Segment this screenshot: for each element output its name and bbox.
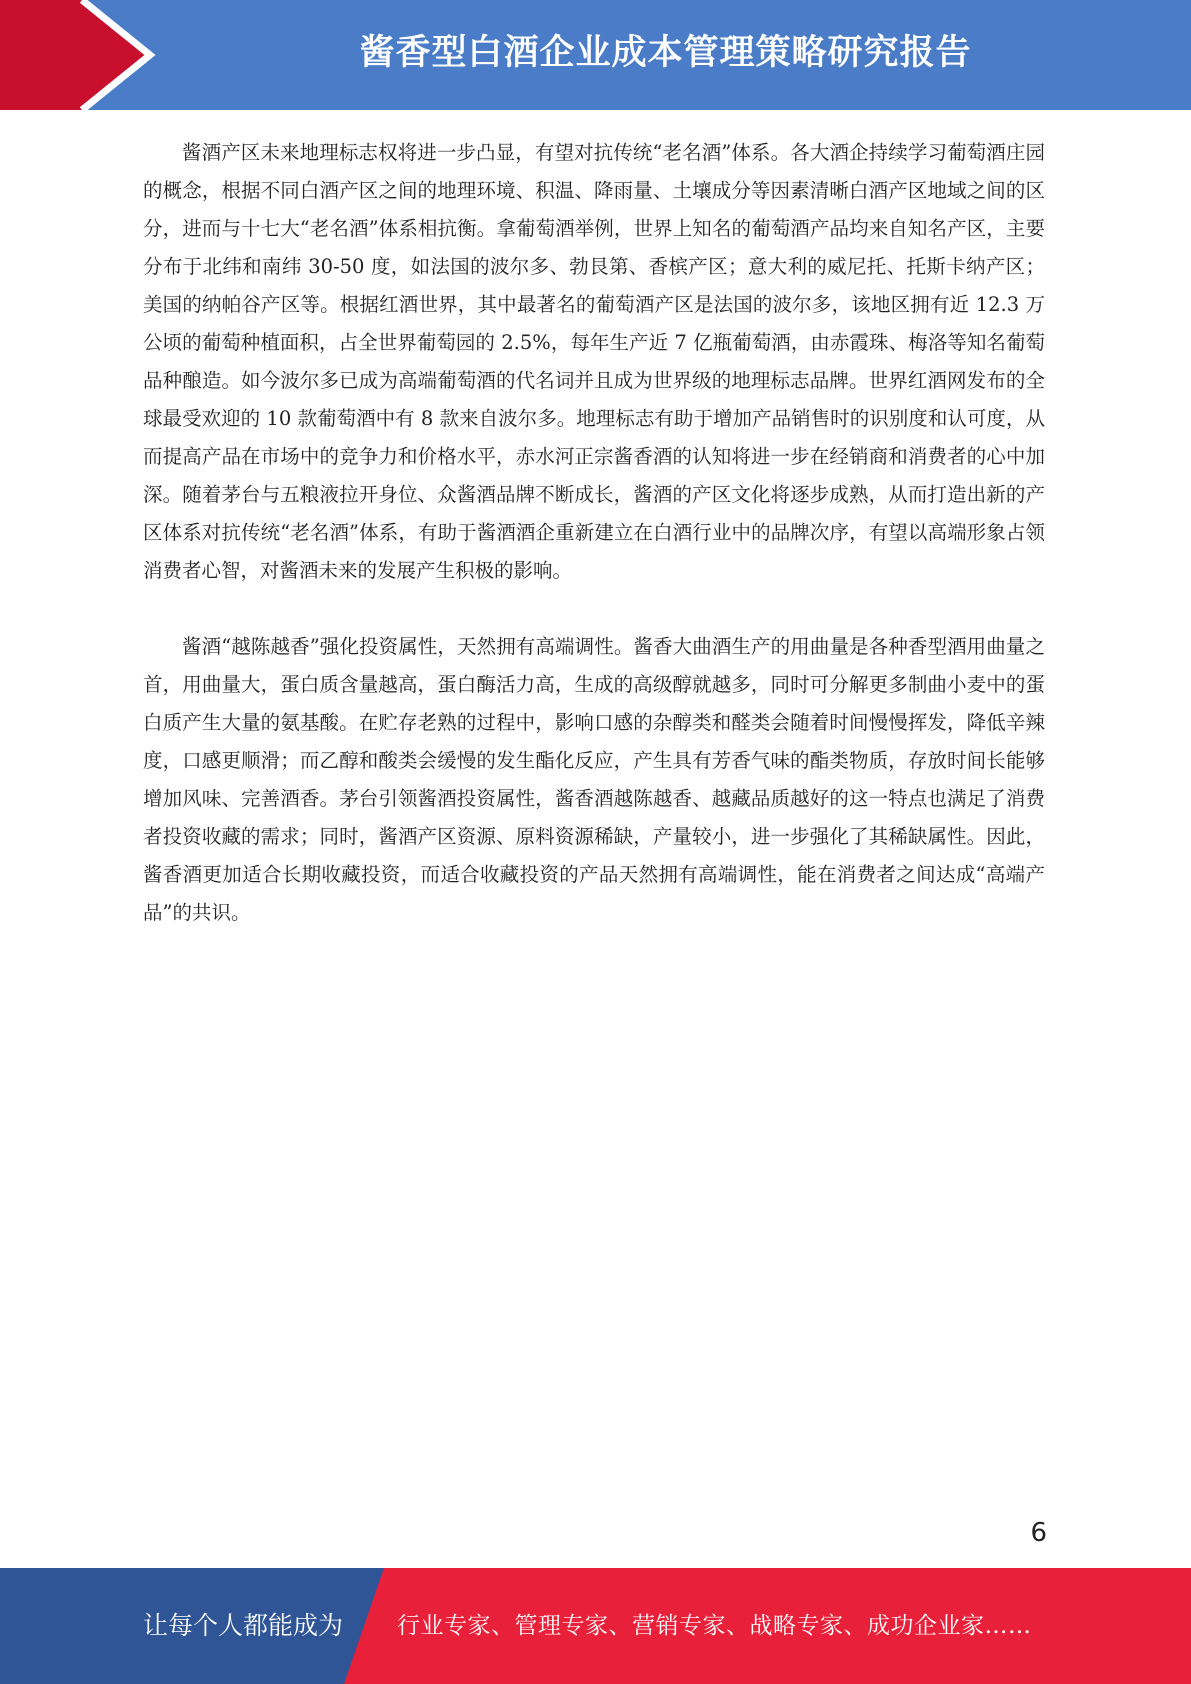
document-title: 酱香型白酒企业成本管理策略研究报告 bbox=[359, 33, 972, 73]
main-content bbox=[143, 134, 1045, 970]
footer-slogan-left: 让每个人都能成为 bbox=[143, 1611, 344, 1640]
red-arrow-shape bbox=[0, 0, 152, 110]
header-banner bbox=[0, 0, 1191, 110]
footer-slogan-right: 行业专家、管理专家、营销专家、战略专家、成功企业家…… bbox=[397, 1613, 1032, 1639]
header-arrow-decoration bbox=[0, 0, 160, 110]
paragraph-geographic-indication: 酱酒产区未来地理标志权将进一步凸显，有望对抗传统“老名酒”体系。各大酒企持续学习葡萄酒庄园的概念，根据不同白酒产区之间的地理环境、积温、降雨量、土壤成分等因素清晰白酒产区地域之间的区分，进而与十七大“老名酒”体系相抗衡。拿葡萄酒举例，世界上知名的葡萄酒产品均来自知名产区，主要分布于北纬和南纬 30-50 度，如法国的波尔多、勃艮第、香槟产区；意大利的威尼托、托斯卡纳产区；美国的纳帕谷产区等。根据红酒世界，其中最著名的葡萄酒产区是法国的波尔多，该地区拥有近 12.3 万公顷的葡萄种植面积，占全世界葡萄园的 2.5%，每年生产近 7 亿瓶葡萄酒，由赤霞珠、梅洛等知名葡萄品种酿造。如今波尔多已成为高端葡萄酒的代名词并且成为世界级的地理标志品牌。世界红酒网发布的全球最受欢迎的 10 款葡萄酒中有 8 款来自波尔多。地理标志有助于增加产品销售时的识别度和认可度，从而提高产品在市场中的竞争力和价格水平，赤水河正宗酱香酒的认知将进一步在经销商和消费者的心中加深。随着茅台与五粮液拉开身位、众酱酒品牌不断成长，酱酒的产区文化将逐步成熟，从而打造出新的产区体系对抗传统“老名酒”体系，有助于酱酒酒企重新建立在白酒行业中的品牌次序，有望以高端形象占领消费者心智，对酱酒未来的发展产生积极的影响。 bbox=[143, 141, 1045, 582]
footer-banner bbox=[0, 1568, 1191, 1684]
paragraph-investment-attribute: 酱酒“越陈越香”强化投资属性，天然拥有高端调性。酱香大曲酒生产的用曲量是各种香型酒用曲量之首，用曲量大，蛋白质含量越高，蛋白酶活力高，生成的高级醇就越多，同时可分解更多制曲小麦中的蛋白质产生大量的氨基酸。在贮存老熟的过程中，影响口感的杂醇类和醛类会随着时间慢慢挥发，降低辛辣度，口感更顺滑；而乙醇和酸类会缓慢的发生酯化反应，产生具有芳香气味的酯类物质，存放时间长能够增加风味、完善酒香。茅台引领酱酒投资属性，酱香酒越陈越香、越藏品质越好的这一特点也满足了消费者投资收藏的需求；同时，酱酒产区资源、原料资源稀缺，产量较小，进一步强化了其稀缺属性。因此，酱香酒更加适合长期收藏投资，而适合收藏投资的产品天然拥有高端调性，能在消费者之间达成“高端产品”的共识。 bbox=[143, 635, 1045, 924]
page-number: 6 bbox=[1030, 1518, 1047, 1548]
